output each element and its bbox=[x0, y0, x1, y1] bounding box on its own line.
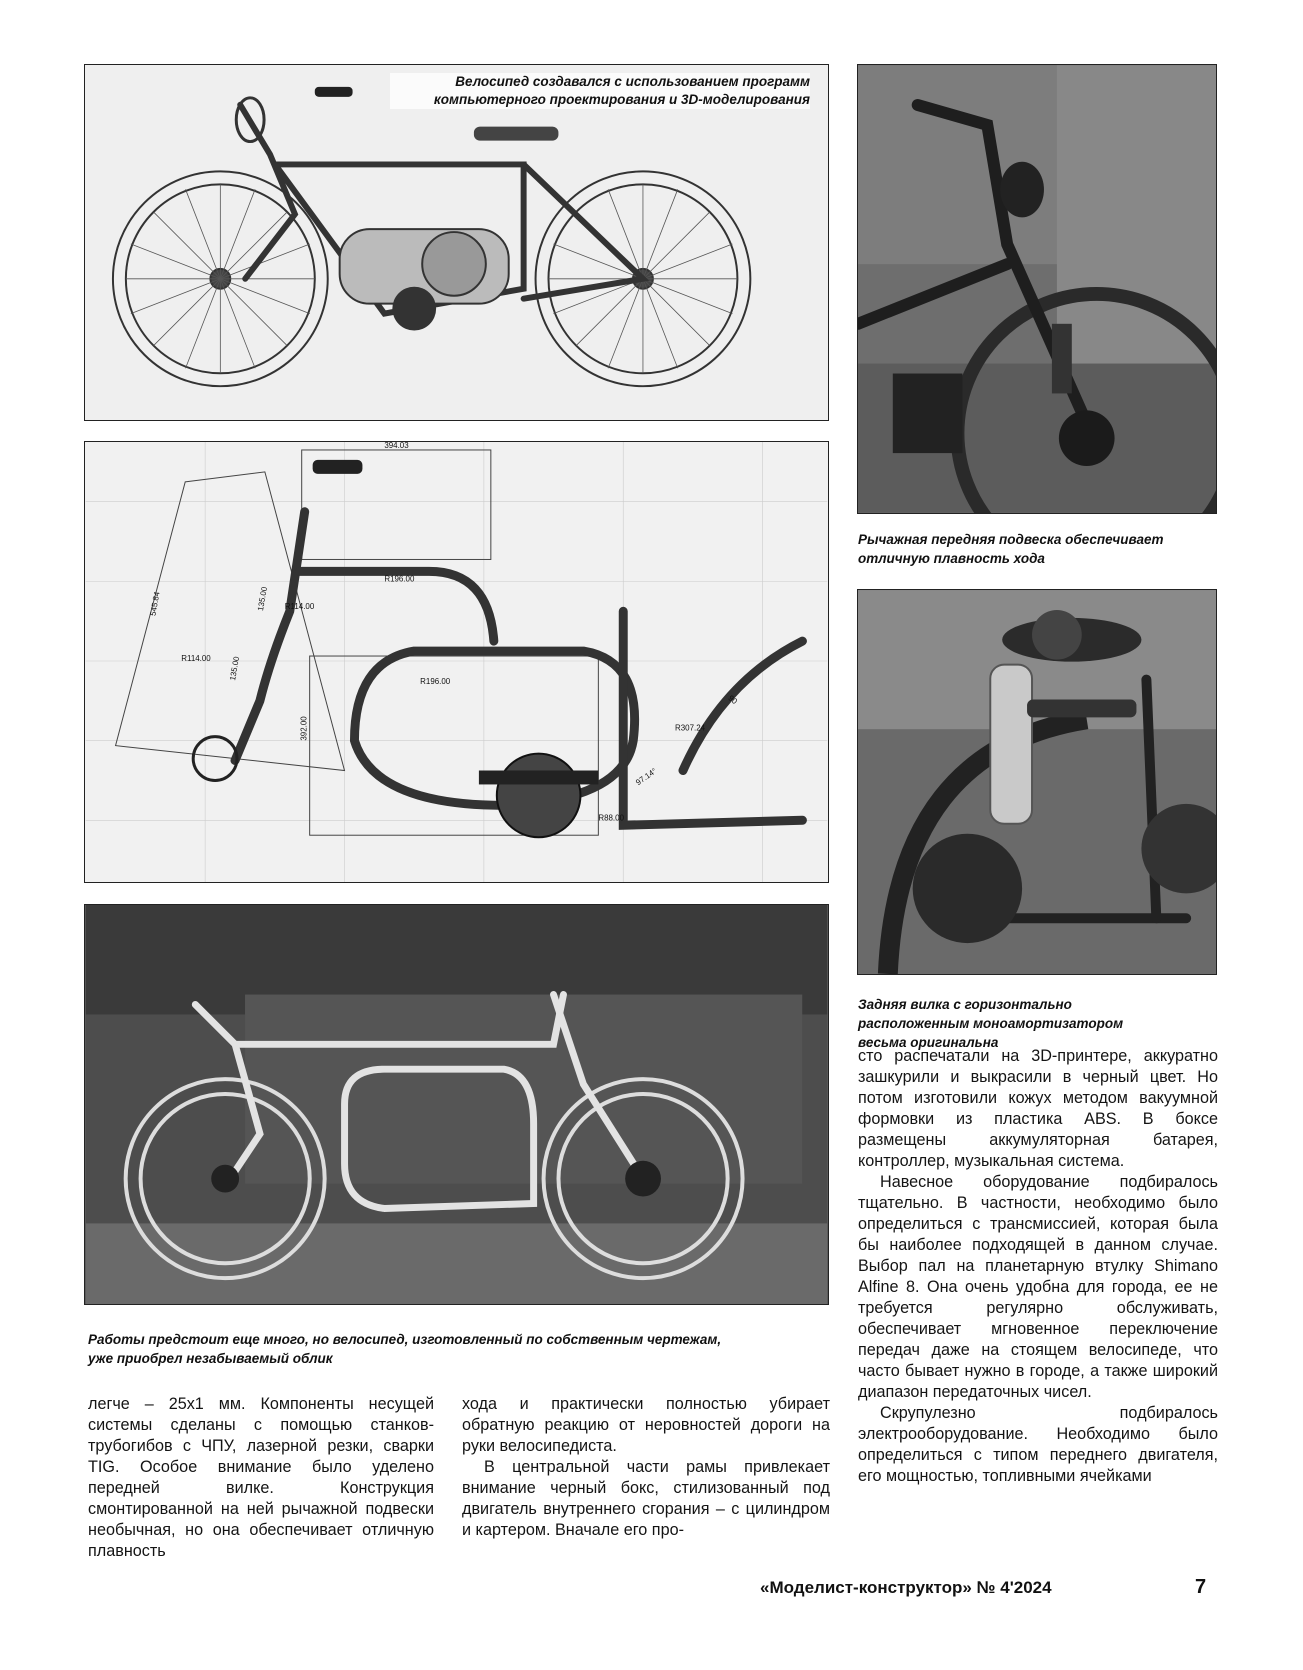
article-paragraph: Скрупулезно подбиралось электрооборудование. Необходимо было определиться с типом переднего двигателя, его мощностью, топливными ячейками bbox=[858, 1404, 1218, 1485]
dim-label: R88.00 bbox=[598, 813, 625, 823]
dim-label: 90 bbox=[726, 693, 740, 707]
front-suspension-caption: Рычажная передняя подвеска обеспечивает отличную плавность хода bbox=[858, 532, 1164, 566]
dim-label: R307.24 bbox=[675, 723, 706, 733]
dim-label: 545.84 bbox=[148, 591, 162, 617]
dim-label: R114.00 bbox=[181, 654, 211, 664]
handlebar-grip bbox=[315, 87, 353, 97]
magazine-footer: «Моделист-конструктор» № 4'2024 bbox=[760, 1578, 1052, 1597]
cad-render-caption: Велосипед создавался с использованием программ компьютерного проектирования и 3D-моделирования bbox=[390, 73, 810, 109]
cad-render-image bbox=[85, 65, 828, 420]
workshop-photo bbox=[84, 904, 829, 1305]
article-paragraph: Навесное оборудование подбиралось тщательно. В частности, необходимо было определиться с трансмиссией, которая была бы наиболее подходящей в данном случае. Выбор пал на планетарную втулку Shimano Alfine 8. Она очень удобна для города, ее не требуется регулярно обслуживать, обеспечивает мгновенное переключение передач даже на стоящем велосипеде, что часто бывает нужно в городе, а также широкий диапазон передаточных чисел. bbox=[858, 1173, 1218, 1401]
article-paragraph: В центральной части рамы привлекает внимание черный бокс, стилизованный под двигатель внутреннего сгорания – с цилиндром и картером. Вначале его про- bbox=[462, 1458, 830, 1539]
dim-label: 135.00 bbox=[255, 586, 270, 612]
cad-render-figure bbox=[84, 64, 829, 421]
water-bottle bbox=[990, 665, 1032, 824]
dim-label: R196.00 bbox=[420, 676, 451, 686]
dim-label: 135.00 bbox=[228, 655, 242, 682]
cad-drawing-figure bbox=[84, 441, 829, 883]
dim-label: 392.00 bbox=[299, 716, 309, 741]
dim-label: R114.00 bbox=[284, 602, 315, 612]
front-suspension-image bbox=[858, 65, 1216, 513]
saddle bbox=[474, 127, 559, 141]
dim-label: R196.00 bbox=[384, 574, 415, 584]
cad-drawing-image bbox=[85, 442, 828, 882]
dim-label: 97.14° bbox=[634, 766, 659, 788]
dim-label: 394.03 bbox=[384, 442, 409, 450]
article-paragraph: сто распечатали на 3D-принтере, аккуратно зашкурили и выкрасили в черный цвет. Но потом изготовили кожух методом вакуумной формовки из пластика ABS. В боксе размещены аккумуляторная батарея, контроллер, музыкальная система. bbox=[858, 1047, 1218, 1170]
rear-fork-image bbox=[858, 590, 1216, 974]
article-column-1 bbox=[88, 1394, 434, 1562]
rear-fork-caption: Задняя вилка с горизонтально расположенным моноамортизатором весьма оригинальна bbox=[858, 997, 1124, 1050]
workshop-photo-caption: Работы предстоит еще много, но велосипед, изготовленный по собственным чертежам, уже приобрел незабываемый облик bbox=[88, 1332, 722, 1366]
article-paragraph: легче – 25х1 мм. Компоненты несущей системы сделаны с помощью станков-трубогибов с ЧПУ, лазерной резки, сварки TIG. Особое внимание было уделено передней вилке. Конструкция смонтированной на ней рычажной подвески необычная, но она обеспечивает отличную плавность bbox=[88, 1395, 434, 1560]
page-number: 7 bbox=[1195, 1576, 1207, 1598]
rear-fork-photo bbox=[857, 589, 1217, 975]
workshop-photo-image bbox=[85, 905, 828, 1304]
rear-hub-motor bbox=[913, 834, 1022, 943]
front-suspension-photo bbox=[857, 64, 1217, 514]
article-paragraph: хода и практически полностью убирает обратную реакцию от неровностей дороги на руки велосипедиста. bbox=[462, 1395, 830, 1455]
article-column-3 bbox=[858, 1046, 1218, 1487]
article-column-2 bbox=[462, 1394, 830, 1541]
drawing-fork bbox=[235, 512, 305, 761]
